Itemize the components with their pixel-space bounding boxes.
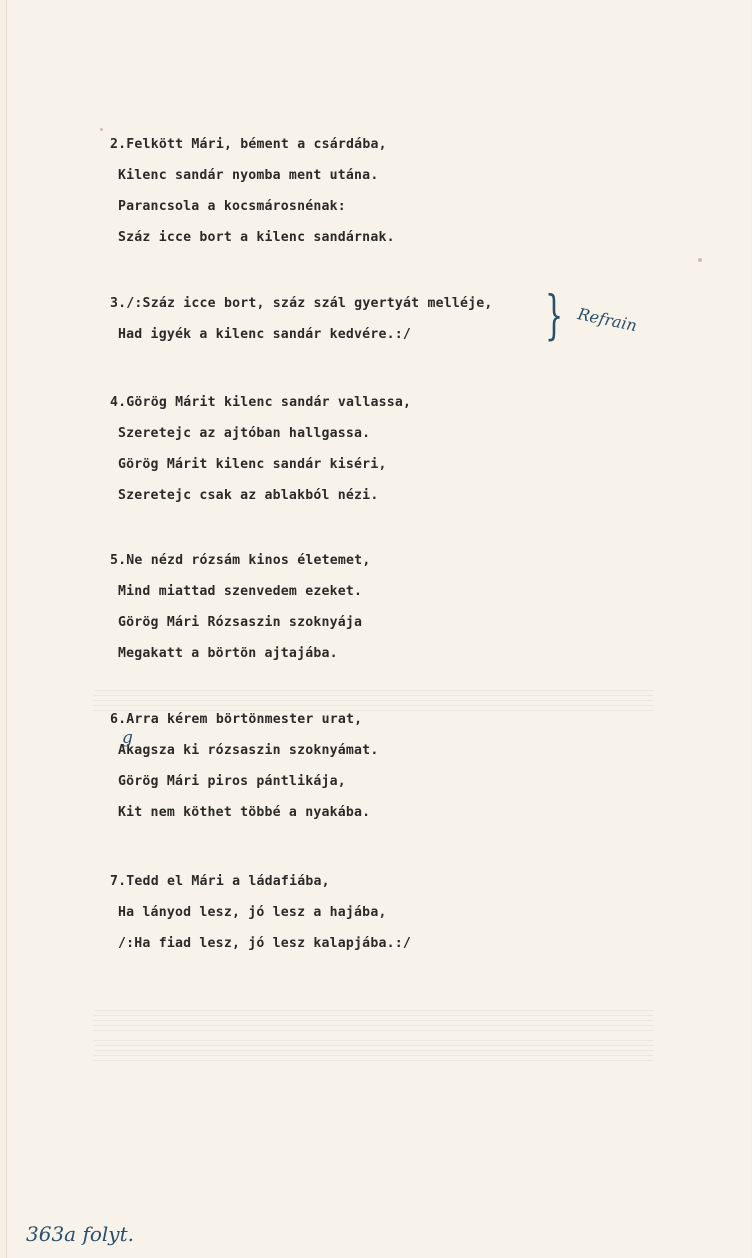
verse-line: Mind miattad szenvedem ezeket. xyxy=(118,584,363,599)
verse-line: 3./:Száz icce bort, száz szál gyertyát melléje, xyxy=(110,296,493,311)
faint-music-staff xyxy=(93,1010,653,1032)
verse-line: Kit nem köthet többé a nyakába. xyxy=(118,805,371,820)
handwritten-folio-number: 363a folyt. xyxy=(26,1222,134,1246)
handwritten-correction: g xyxy=(122,728,133,748)
verse-line: 4.Görög Márit kilenc sandár vallassa, xyxy=(110,395,412,410)
stanza-7 xyxy=(110,866,411,959)
verse-line: Görög Mári Rózsaszin szoknyája xyxy=(118,615,363,630)
verse-line: 2.Felkött Mári, bément a csárdába, xyxy=(110,137,387,152)
faint-music-staff xyxy=(93,1040,653,1062)
stanza-2 xyxy=(110,129,395,253)
verse-line: 5.Ne nézd rózsám kinos életemet, xyxy=(110,553,371,568)
paper-spot xyxy=(698,258,702,262)
verse-line: Ha lányod lesz, jó lesz a hajába, xyxy=(118,905,387,920)
verse-line: Szeretejc csak az ablakból nézi. xyxy=(118,488,379,503)
paper-spot xyxy=(100,128,103,131)
stanza-4 xyxy=(110,387,411,511)
verse-line: Akagsza ki rózsaszin szoknyámat. xyxy=(118,743,379,758)
verse-line: Görög Mári piros pántlikája, xyxy=(118,774,346,789)
verse-line: 7.Tedd el Mári a ládafiába, xyxy=(110,874,330,889)
verse-line: Görög Márit kilenc sandár kiséri, xyxy=(118,457,387,472)
stanza-3 xyxy=(110,288,493,350)
verse-line: Megakatt a börtön ajtajába. xyxy=(118,646,338,661)
verse-line: /:Ha fiad lesz, jó lesz kalapjába.:/ xyxy=(118,936,412,951)
stanza-6 xyxy=(110,704,378,828)
verse-line: Kilenc sandár nyomba ment utána. xyxy=(118,168,379,183)
verse-line: Had igyék a kilenc sandár kedvére.:/ xyxy=(118,327,412,342)
verse-line: Szeretejc az ajtóban hallgassa. xyxy=(118,426,371,441)
verse-line: 6.Arra kérem börtönmester urat, xyxy=(110,712,363,727)
stanza-5 xyxy=(110,545,370,669)
handwritten-brace: } xyxy=(545,286,564,346)
handwritten-refrain-note: Refrain xyxy=(576,304,639,336)
verse-line: Parancsola a kocsmárosnénak: xyxy=(118,199,346,214)
verse-line: Száz icce bort a kilenc sandárnak. xyxy=(118,230,395,245)
